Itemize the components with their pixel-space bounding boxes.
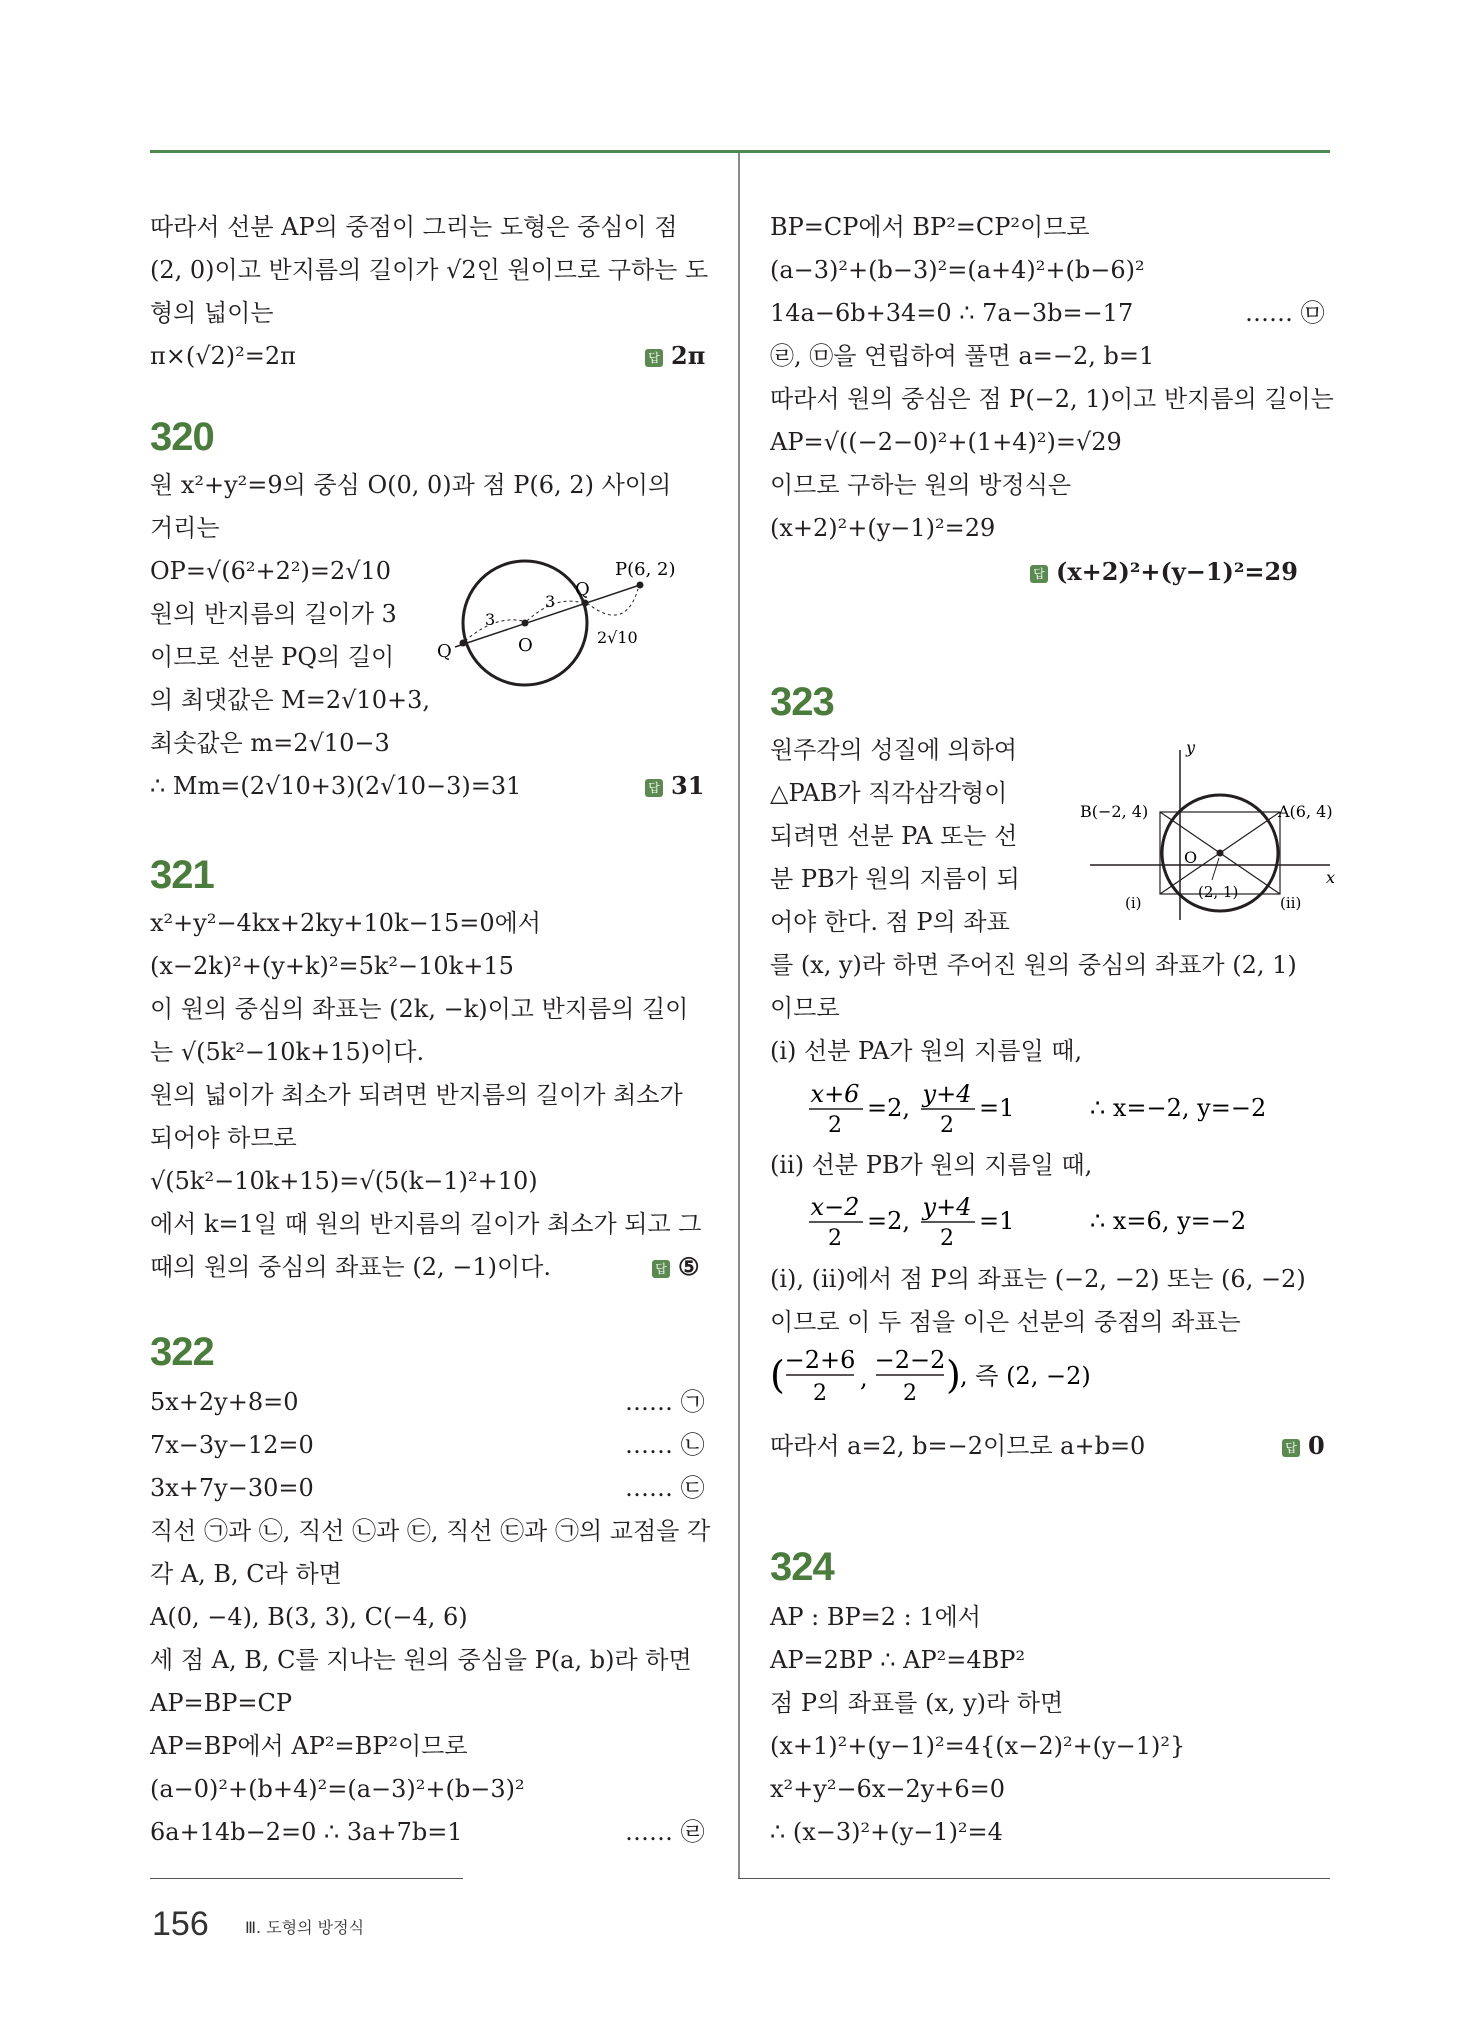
text-line: 직선 ㉠과 ㉡, 직선 ㉡과 ㉢, 직선 ㉢과 ㉠의 교점을 각 bbox=[150, 1517, 711, 1545]
text-line: (ⅱ) 선분 PB가 원의 지름일 때, bbox=[770, 1151, 1093, 1179]
answer-tag-icon: 답 bbox=[1030, 565, 1048, 583]
conclusion: ∴ x=−2, y=−2 bbox=[1090, 1094, 1267, 1122]
answer-box: 답 (x+2)²+(y−1)²=29 bbox=[1030, 557, 1298, 586]
arc-d bbox=[587, 589, 638, 615]
text-line: 어야 한다. 점 P의 좌표 bbox=[770, 908, 1010, 936]
text-line: (2, 0)이고 반지름의 길이가 √2인 원이므로 구하는 도 bbox=[150, 256, 709, 284]
equals-part: =2, bbox=[867, 1094, 911, 1122]
numerator: y+4 bbox=[922, 1193, 972, 1221]
text-line: ∴ Mm=(2√10+3)(2√10−3)=31 bbox=[150, 772, 522, 800]
text-line: 이므로 선분 PQ의 길이 bbox=[150, 643, 395, 671]
text-line: 이므로 bbox=[770, 994, 840, 1022]
problem-number: 322 bbox=[150, 1330, 214, 1374]
denominator: 2 bbox=[940, 1226, 954, 1251]
equals-part: =2, bbox=[867, 1207, 911, 1235]
text-line: △PAB가 직각삼각형이 bbox=[770, 779, 1008, 807]
text-line: AP=BP=CP bbox=[150, 1689, 292, 1717]
problem-number: 324 bbox=[770, 1545, 834, 1589]
text-line: 원 x²+y²=9의 중심 O(0, 0)과 점 P(6, 2) 사이의 bbox=[150, 471, 672, 499]
text-line: 각 A, B, C라 하면 bbox=[150, 1560, 342, 1588]
label-q1: Q bbox=[437, 641, 452, 662]
text-line: (x+2)²+(y−1)²=29 bbox=[770, 514, 996, 542]
text-line: 따라서 a=2, b=−2이므로 a+b=0 bbox=[770, 1432, 1146, 1460]
text-line: 형의 넓이는 bbox=[150, 299, 274, 327]
bottom-rule-right bbox=[738, 1878, 1330, 1879]
numerator: y+4 bbox=[922, 1080, 972, 1108]
text-line: 분 PB가 원의 지름이 되 bbox=[770, 865, 1020, 893]
text-line: 5x+2y+8=0 bbox=[150, 1388, 299, 1416]
label-o: O bbox=[518, 635, 533, 656]
label-x: x bbox=[1326, 868, 1336, 887]
text-line: 이 원의 중심의 좌표는 (2k, −k)이고 반지름의 길이 bbox=[150, 995, 689, 1023]
chapter-title: Ⅲ. 도형의 방정식 bbox=[245, 1918, 365, 1937]
equation-mark: …… ㉣ bbox=[625, 1818, 705, 1846]
equals-part: =1 bbox=[979, 1207, 1015, 1235]
point-p bbox=[637, 582, 644, 589]
label-b: B(−2, 4) bbox=[1080, 802, 1149, 821]
text-line: 3x+7y−30=0 bbox=[150, 1474, 314, 1502]
text-line: ㉣, ㉤을 연립하여 풀면 a=−2, b=1 bbox=[770, 342, 1155, 370]
text-line: (x+1)²+(y−1)²=4{(x−2)²+(y−1)²} bbox=[770, 1732, 1186, 1760]
denominator: 2 bbox=[828, 1226, 842, 1251]
text-line: 에서 k=1일 때 원의 반지름의 길이가 최소가 되고 그 bbox=[150, 1210, 702, 1238]
text-line: π×(√2)²=2π bbox=[150, 342, 296, 370]
label-q2: Q bbox=[575, 579, 590, 600]
text-line: x²+y²−4kx+2ky+10k−15=0에서 bbox=[150, 909, 541, 937]
label-r1: 3 bbox=[485, 610, 496, 629]
text-line: 를 (x, y)라 하면 주어진 원의 중심의 좌표가 (2, 1) bbox=[770, 951, 1297, 979]
equation-mark: …… ㉤ bbox=[1245, 299, 1325, 327]
answer-box: 답 31 bbox=[645, 771, 704, 800]
text-line: AP=BP에서 AP²=BP²이므로 bbox=[150, 1732, 468, 1760]
text-line: 되어야 하므로 bbox=[150, 1124, 297, 1152]
text-line: ∴ (x−3)²+(y−1)²=4 bbox=[770, 1818, 1003, 1846]
text-line: 때의 원의 중심의 좌표는 (2, −1)이다. bbox=[150, 1253, 551, 1281]
conclusion: ∴ x=6, y=−2 bbox=[1090, 1207, 1247, 1235]
numerator: −2+6 bbox=[784, 1346, 856, 1374]
column-divider bbox=[738, 153, 740, 1878]
text-line: 점 P의 좌표를 (x, y)라 하면 bbox=[770, 1689, 1064, 1717]
text-line: 거리는 bbox=[150, 514, 220, 542]
circle-figure-320 bbox=[425, 555, 715, 685]
text-line: 되려면 선분 PA 또는 선 bbox=[770, 822, 1018, 850]
answer-tag-icon: 답 bbox=[1282, 1439, 1300, 1457]
midpoint-result: , 즉 (2, −2) bbox=[960, 1362, 1091, 1390]
problem-number: 321 bbox=[150, 853, 214, 897]
text-line: 는 √(5k²−10k+15)이다. bbox=[150, 1038, 425, 1066]
text-line: AP=2BP ∴ AP²=4BP² bbox=[770, 1646, 1026, 1674]
text-line: 7x−3y−12=0 bbox=[150, 1431, 314, 1459]
text-line: 원주각의 성질에 의하여 bbox=[770, 736, 1018, 764]
text-line: 의 최댓값은 M=2√10+3, bbox=[150, 686, 430, 714]
text-line: (x−2k)²+(y+k)²=5k²−10k+15 bbox=[150, 952, 514, 980]
equation-mark: …… ㉢ bbox=[625, 1474, 705, 1502]
problem-number: 320 bbox=[150, 415, 214, 459]
denominator: 2 bbox=[813, 1381, 827, 1406]
problem-number: 323 bbox=[770, 680, 834, 724]
comma: , bbox=[860, 1364, 868, 1392]
text-line: AP=√((−2−0)²+(1+4)²)=√29 bbox=[770, 428, 1122, 456]
label-a: A(6, 4) bbox=[1278, 802, 1333, 821]
label-d: 2√10 bbox=[597, 628, 638, 647]
text-line: BP=CP에서 BP²=CP²이므로 bbox=[770, 213, 1090, 241]
numerator: −2−2 bbox=[874, 1346, 946, 1374]
denominator: 2 bbox=[940, 1113, 954, 1138]
text-line: 최솟값은 m=2√10−3 bbox=[150, 729, 390, 757]
answer-tag-icon: 답 bbox=[645, 779, 663, 797]
label-r2: 3 bbox=[545, 592, 556, 611]
center-pointer bbox=[1212, 858, 1219, 880]
text-line: 이므로 이 두 점을 이은 선분의 중점의 좌표는 bbox=[770, 1308, 1241, 1336]
top-rule bbox=[150, 150, 1330, 153]
label-y: y bbox=[1186, 738, 1196, 757]
text-line: 원의 반지름의 길이가 3 bbox=[150, 600, 397, 628]
text-line: 원의 넓이가 최소가 되려면 반지름의 길이가 최소가 bbox=[150, 1081, 683, 1109]
equals-part: =1 bbox=[979, 1094, 1015, 1122]
label-p: P(6, 2) bbox=[615, 559, 676, 580]
answer-box: 답 2π bbox=[645, 341, 705, 370]
text-line: (ⅰ) 선분 PA가 원의 지름일 때, bbox=[770, 1037, 1083, 1065]
text-line: (a−3)²+(b−3)²=(a+4)²+(b−6)² bbox=[770, 256, 1145, 284]
answer-box: 답 0 bbox=[1282, 1431, 1325, 1460]
label-case-ii: (ⅱ) bbox=[1280, 894, 1302, 912]
text-line: 이므로 구하는 원의 방정식은 bbox=[770, 471, 1072, 499]
text-line: (ⅰ), (ⅱ)에서 점 P의 좌표는 (−2, −2) 또는 (6, −2) bbox=[770, 1265, 1306, 1293]
midpoint-fraction bbox=[770, 1346, 1330, 1410]
equation-mark: …… ㉡ bbox=[625, 1431, 705, 1459]
left-paren: ( bbox=[770, 1353, 785, 1397]
denominator: 2 bbox=[903, 1381, 917, 1406]
equation-mark: …… ㉠ bbox=[625, 1388, 705, 1416]
text-line: OP=√(6²+2²)=2√10 bbox=[150, 557, 392, 585]
text-line: 따라서 선분 AP의 중점이 그리는 도형은 중심이 점 bbox=[150, 213, 678, 241]
text-line: 14a−6b+34=0 ∴ 7a−3b=−17 bbox=[770, 299, 1134, 327]
text-line: 따라서 원의 중심은 점 P(−2, 1)이고 반지름의 길이는 bbox=[770, 385, 1334, 413]
coordinate-figure-323 bbox=[1080, 738, 1340, 925]
numerator: x+6 bbox=[810, 1080, 860, 1108]
text-line: x²+y²−6x−2y+6=0 bbox=[770, 1775, 1006, 1803]
denominator: 2 bbox=[828, 1113, 842, 1138]
text-line: √(5k²−10k+15)=√(5(k−1)²+10) bbox=[150, 1167, 538, 1195]
text-line: 6a+14b−2=0 ∴ 3a+7b=1 bbox=[150, 1818, 463, 1846]
bottom-rule-left bbox=[150, 1878, 463, 1879]
center-point bbox=[1217, 850, 1224, 857]
fraction-eq-2 bbox=[805, 1193, 1365, 1253]
page-number: 156 bbox=[152, 1905, 209, 1943]
text-line: 세 점 A, B, C를 지나는 원의 중심을 P(a, b)라 하면 bbox=[150, 1646, 692, 1674]
right-paren: ) bbox=[946, 1353, 961, 1397]
answer-tag-icon: 답 bbox=[652, 1260, 670, 1278]
label-o: O bbox=[1184, 848, 1198, 867]
text-line: A(0, −4), B(3, 3), C(−4, 6) bbox=[150, 1603, 468, 1631]
fraction-eq-1 bbox=[805, 1080, 1365, 1140]
answer-box: 답 ⑤ bbox=[652, 1252, 700, 1281]
numerator: x−2 bbox=[810, 1193, 860, 1221]
label-case-i: (ⅰ) bbox=[1125, 894, 1142, 912]
label-center: (2, 1) bbox=[1198, 883, 1239, 901]
answer-tag-icon: 답 bbox=[645, 349, 663, 367]
text-line: (a−0)²+(b+4)²=(a−3)²+(b−3)² bbox=[150, 1775, 525, 1803]
text-line: AP : BP=2 : 1에서 bbox=[770, 1603, 981, 1631]
